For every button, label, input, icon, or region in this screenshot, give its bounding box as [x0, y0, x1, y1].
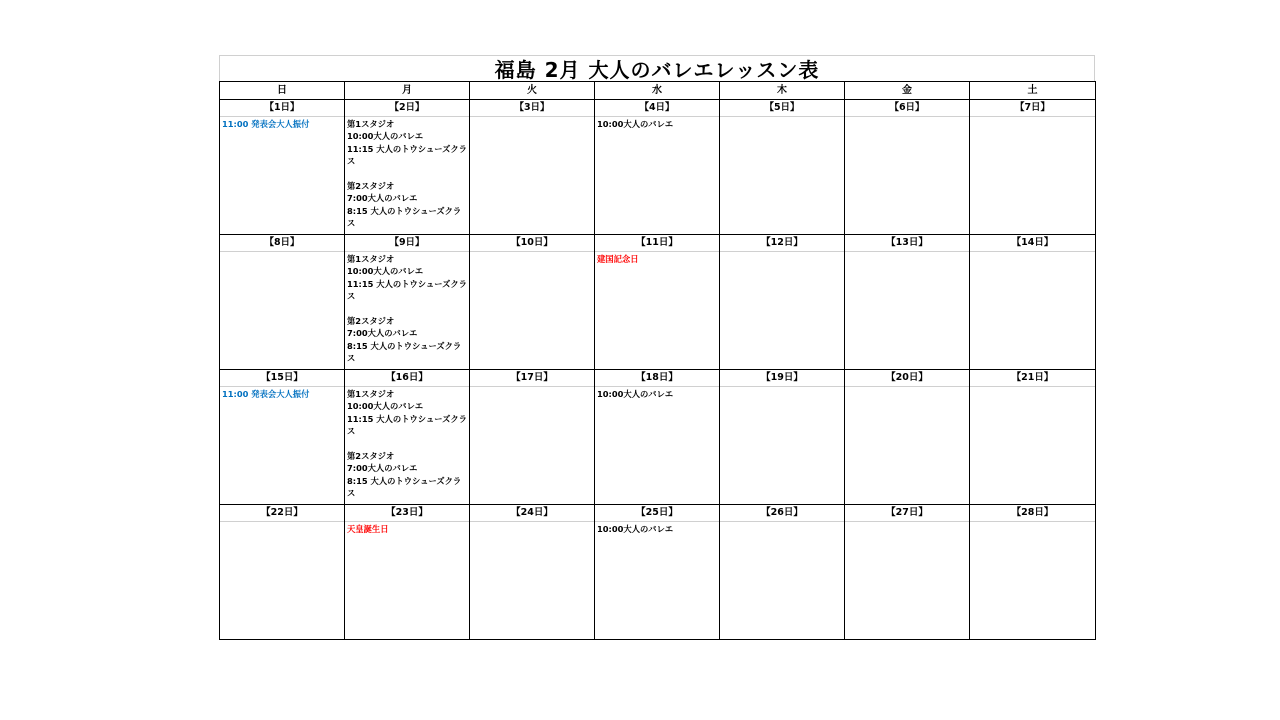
day-cell[interactable]	[470, 370, 595, 505]
day-cell[interactable]	[345, 505, 470, 640]
weekday-sun: 日	[220, 82, 345, 100]
event-line: 11:15 大人のトウシューズクラス	[347, 143, 467, 167]
event-line: 7:00大人のバレエ	[347, 193, 418, 204]
weekday-thu: 木	[720, 82, 845, 100]
day-date-label: 【2日】	[345, 100, 469, 117]
day-date-label: 【9日】	[345, 235, 469, 252]
day-events	[720, 387, 844, 504]
day-events	[720, 252, 844, 369]
day-cell[interactable]	[470, 235, 595, 370]
week-row	[220, 100, 1096, 235]
event-line: 8:15 大人のトウシューズクラス	[347, 340, 462, 364]
event-line: 11:15 大人のトウシューズクラス	[347, 278, 467, 302]
day-date-label: 【23日】	[345, 505, 469, 522]
day-date-label: 【15日】	[220, 370, 344, 387]
day-date-label: 【3日】	[470, 100, 594, 117]
day-cell[interactable]	[470, 505, 595, 640]
weekday-tue: 火	[470, 82, 595, 100]
day-date-label: 【27日】	[845, 505, 969, 522]
calendar-table	[219, 81, 1096, 640]
day-events	[345, 117, 469, 234]
day-date-label: 【18日】	[595, 370, 719, 387]
day-events	[845, 252, 969, 369]
day-date-label: 【10日】	[470, 235, 594, 252]
day-date-label: 【8日】	[220, 235, 344, 252]
day-date-label: 【21日】	[970, 370, 1095, 387]
day-events	[220, 252, 344, 369]
day-events	[845, 522, 969, 639]
day-cell[interactable]	[595, 370, 720, 505]
day-events	[595, 387, 719, 504]
day-events	[470, 522, 594, 639]
event-line: 10:00大人のバレエ	[347, 401, 424, 412]
day-cell[interactable]	[345, 100, 470, 235]
event-line: 10:00大人のバレエ	[347, 266, 424, 277]
event-line: 7:00大人のバレエ	[347, 463, 418, 474]
day-date-label: 【25日】	[595, 505, 719, 522]
day-date-label: 【6日】	[845, 100, 969, 117]
day-events	[345, 387, 469, 504]
day-cell[interactable]	[345, 235, 470, 370]
day-cell[interactable]	[220, 370, 345, 505]
day-cell[interactable]	[845, 100, 970, 235]
event-line	[347, 438, 467, 450]
day-date-label: 【14日】	[970, 235, 1095, 252]
day-cell[interactable]	[845, 370, 970, 505]
day-events	[345, 252, 469, 369]
day-cell[interactable]	[720, 100, 845, 235]
day-cell[interactable]	[595, 505, 720, 640]
event-line: 11:15 大人のトウシューズクラス	[347, 413, 467, 437]
event-line: 第1スタジオ	[347, 119, 395, 129]
day-cell[interactable]	[220, 100, 345, 235]
weekday-header-row	[220, 82, 1096, 100]
day-date-label: 【13日】	[845, 235, 969, 252]
day-date-label: 【16日】	[345, 370, 469, 387]
event-line: 第2スタジオ	[347, 451, 395, 462]
day-cell[interactable]	[470, 100, 595, 235]
event-line: 8:15 大人のトウシューズクラス	[347, 205, 462, 229]
day-events	[220, 387, 344, 504]
day-date-label: 【5日】	[720, 100, 844, 117]
event-line: 7:00大人のバレエ	[347, 328, 418, 339]
event-line: 10:00大人のバレエ	[597, 389, 674, 399]
day-events	[470, 387, 594, 504]
day-events	[845, 117, 969, 234]
calendar-body	[220, 82, 1096, 640]
day-events	[720, 522, 844, 639]
schedule-sheet	[219, 55, 1095, 640]
day-events	[970, 117, 1095, 234]
event-line: 10:00大人のバレエ	[347, 131, 424, 142]
event-line	[347, 303, 467, 315]
week-row	[220, 235, 1096, 370]
day-cell[interactable]	[595, 235, 720, 370]
day-events	[720, 117, 844, 234]
day-events	[970, 522, 1095, 639]
page-title: 福島 2月 大人のバレエレッスン表	[219, 55, 1095, 81]
day-date-label: 【17日】	[470, 370, 594, 387]
day-cell[interactable]	[220, 235, 345, 370]
event-line: 第1スタジオ	[347, 389, 395, 399]
day-cell[interactable]	[970, 100, 1096, 235]
day-cell[interactable]	[720, 505, 845, 640]
event-line: 第2スタジオ	[347, 316, 395, 327]
day-events	[595, 117, 719, 234]
day-date-label: 【1日】	[220, 100, 344, 117]
day-events	[470, 117, 594, 234]
day-cell[interactable]	[970, 505, 1096, 640]
weekday-fri: 金	[845, 82, 970, 100]
day-events	[970, 387, 1095, 504]
day-date-label: 【22日】	[220, 505, 344, 522]
weekday-mon: 月	[345, 82, 470, 100]
event-line: 10:00大人のバレエ	[597, 119, 674, 129]
day-date-label: 【24日】	[470, 505, 594, 522]
event-line: 第2スタジオ	[347, 181, 395, 192]
day-events	[595, 252, 719, 369]
day-date-label: 【26日】	[720, 505, 844, 522]
day-events	[595, 522, 719, 639]
event-line: 建国記念日	[597, 254, 639, 264]
day-events	[220, 522, 344, 639]
day-cell[interactable]	[595, 100, 720, 235]
day-cell[interactable]	[720, 370, 845, 505]
day-events	[845, 387, 969, 504]
event-line: 10:00大人のバレエ	[597, 524, 674, 534]
day-date-label: 【28日】	[970, 505, 1095, 522]
weekday-sat: 土	[970, 82, 1096, 100]
day-events	[470, 252, 594, 369]
day-events	[220, 117, 344, 234]
week-row	[220, 505, 1096, 640]
day-cell[interactable]	[845, 505, 970, 640]
day-events	[345, 522, 469, 639]
event-line: 11:00 発表会大人振付	[222, 119, 310, 129]
event-line: 天皇誕生日	[347, 524, 389, 534]
day-date-label: 【20日】	[845, 370, 969, 387]
week-row	[220, 370, 1096, 505]
weekday-wed: 水	[595, 82, 720, 100]
day-cell[interactable]	[970, 235, 1096, 370]
day-cell[interactable]	[970, 370, 1096, 505]
day-events	[970, 252, 1095, 369]
event-line: 第1スタジオ	[347, 254, 395, 264]
day-date-label: 【4日】	[595, 100, 719, 117]
day-date-label: 【7日】	[970, 100, 1095, 117]
day-date-label: 【19日】	[720, 370, 844, 387]
event-line	[347, 168, 467, 180]
day-cell[interactable]	[845, 235, 970, 370]
day-cell[interactable]	[720, 235, 845, 370]
event-line: 8:15 大人のトウシューズクラス	[347, 475, 462, 499]
day-date-label: 【11日】	[595, 235, 719, 252]
event-line: 11:00 発表会大人振付	[222, 389, 310, 399]
day-cell[interactable]	[220, 505, 345, 640]
day-cell[interactable]	[345, 370, 470, 505]
day-date-label: 【12日】	[720, 235, 844, 252]
